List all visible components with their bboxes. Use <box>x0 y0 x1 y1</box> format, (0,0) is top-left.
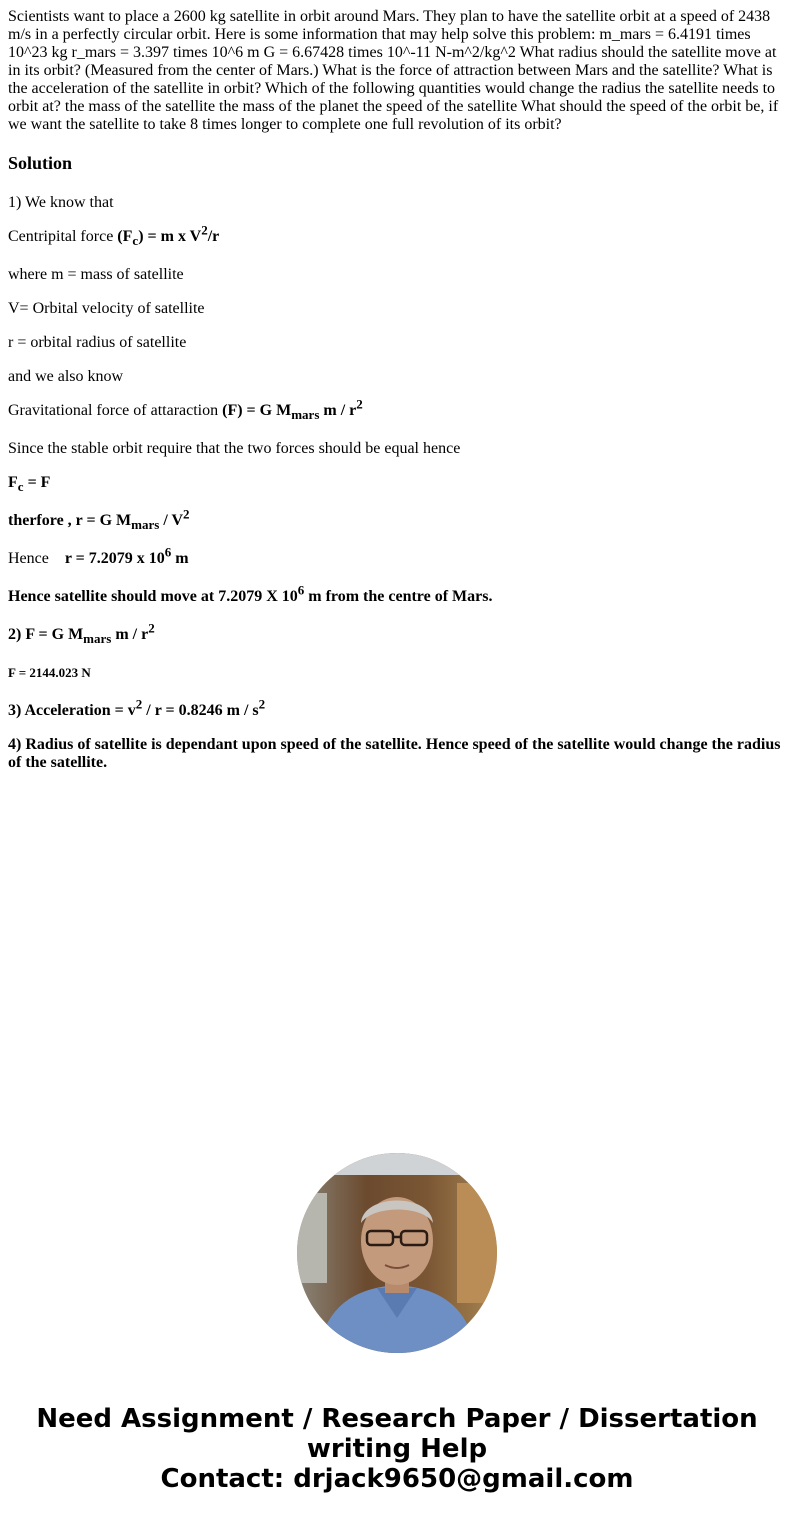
radius-conclusion: Hence satellite should move at 7.2079 X $10^6$ m from the centre of Mars. <box>8 582 493 605</box>
radius-formula: therfore , r = G $M_{mars} / V^2$ <box>8 506 190 533</box>
gravity-formula: Gravitational force of attaraction (F) = G $M_{mars}$ m / $r^2$ <box>8 396 363 423</box>
step1-intro: 1) We know that <box>8 194 114 211</box>
acceleration-formula: 3) Acceleration = $v^2 / r = 0.8246$ m / $s^2$ <box>8 696 266 719</box>
stable-orbit-text: Since the stable orbit require that the two forces should be equal hence <box>8 440 461 457</box>
footer-line-1: Need Assignment / Research Paper / Dissertation <box>36 1404 758 1434</box>
where-v-text: V= Orbital velocity of satellite <box>8 300 205 317</box>
where-r-text: r = orbital radius of satellite <box>8 334 187 351</box>
question-text: Scientists want to place a 2600 kg satellite in orbit around Mars. They plan to have the satellite orbit at a speed of 2438 m/s in a perfectly circular orbit. Here is some information that may help solve this problem: m_mars = 6.4191 times 10^23 kg r_mars = 3.397 times 10^6 m G = 6.67428 times 10^-11 N-m^2/kg^2 What radius should the satellite move at in its orbit? (Measured from the center of Mars.) What is the force of attraction between Mars and the satellite? What is the acceleration of the satellite in orbit? Which of the following quantities would change the radius the satellite needs to orbit at? the mass of the satellite the mass of the planet the speed of the satellite What should the speed of the orbit be, if we want the satellite to take 8 times longer to complete one full revolution of its orbit? <box>8 8 779 133</box>
author-photo-image <box>297 1153 497 1353</box>
author-photo <box>297 1153 497 1353</box>
promo-footer <box>0 1404 794 1494</box>
forces-equal: $F_c = F$ <box>8 474 51 495</box>
force-formula: 2) F = G $M_{mars}$ m / $r^2$ <box>8 620 155 647</box>
solution-heading: Solution <box>8 153 73 173</box>
also-know-text: and we also know <box>8 368 124 385</box>
where-m-text: where m = mass of satellite <box>8 266 184 283</box>
footer-contact: Contact: drjack9650@gmail.com <box>160 1464 634 1494</box>
radius-result: Hence r = 7.2079 x $10^6$ m <box>8 544 189 567</box>
step4-answer: 4) Radius of satellite is dependant upon speed of the satellite. Hence speed of the satellite would change the radius of the satellite. <box>8 736 781 771</box>
centripetal-formula: Centripital force $(F_c) = m$ x $V^2/r$ <box>8 222 220 249</box>
force-value: F = 2144.023 N <box>8 665 91 680</box>
footer-line-2: writing Help <box>306 1434 488 1464</box>
document-body <box>8 8 784 788</box>
